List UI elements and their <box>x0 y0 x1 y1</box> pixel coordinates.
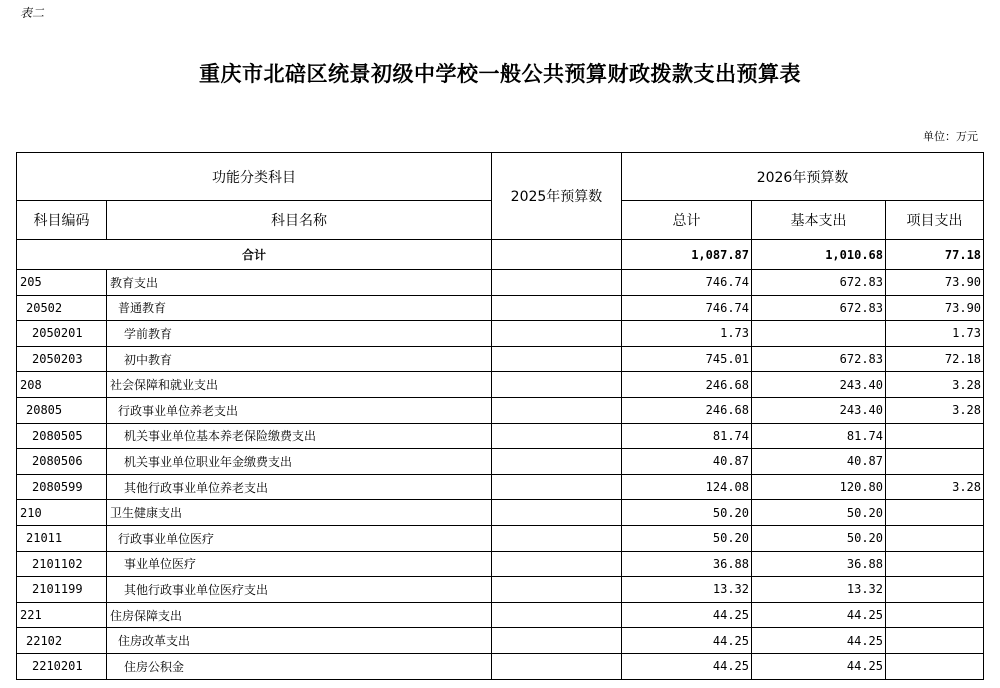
total-cell: 44.25 <box>622 653 752 679</box>
subject-name-cell: 社会保障和就业支出 <box>107 372 492 398</box>
total-cell: 44.25 <box>622 602 752 628</box>
table-row <box>17 628 984 654</box>
subject-name-cell: 机关事业单位职业年金缴费支出 <box>107 449 492 475</box>
basic-cell: 672.83 <box>752 270 886 296</box>
subject-name-cell: 其他行政事业单位养老支出 <box>107 474 492 500</box>
budget-2025-cell <box>492 500 622 526</box>
basic-cell: 44.25 <box>752 628 886 654</box>
budget-2025-cell <box>492 525 622 551</box>
basic-cell: 13.32 <box>752 577 886 603</box>
basic-cell <box>752 321 886 347</box>
total-cell: 44.25 <box>622 628 752 654</box>
unit-label: 单位：万元 <box>923 130 978 143</box>
header-basic: 基本支出 <box>752 201 886 240</box>
total-2025-cell <box>492 240 622 270</box>
header-project: 项目支出 <box>886 201 984 240</box>
total-cell: 745.01 <box>622 346 752 372</box>
budget-2025-cell <box>492 372 622 398</box>
budget-2025-cell <box>492 628 622 654</box>
total-cell: 13.32 <box>622 577 752 603</box>
subject-code-cell: 2080506 <box>17 449 107 475</box>
table-row <box>17 397 984 423</box>
table-row <box>17 321 984 347</box>
budget-2025-cell <box>492 321 622 347</box>
total-cell: 50.20 <box>622 500 752 526</box>
project-cell <box>886 525 984 551</box>
total-cell: 50.20 <box>622 525 752 551</box>
basic-cell: 40.87 <box>752 449 886 475</box>
total-project-cell: 77.18 <box>886 240 984 270</box>
subject-name-cell: 住房改革支出 <box>107 628 492 654</box>
basic-cell: 120.80 <box>752 474 886 500</box>
budget-2025-cell <box>492 423 622 449</box>
subject-name-cell: 机关事业单位基本养老保险缴费支出 <box>107 423 492 449</box>
project-cell: 3.28 <box>886 474 984 500</box>
basic-cell: 672.83 <box>752 346 886 372</box>
subject-code-cell: 2101102 <box>17 551 107 577</box>
table-row <box>17 295 984 321</box>
header-budget-2026: 2026年预算数 <box>622 153 984 201</box>
project-cell: 1.73 <box>886 321 984 347</box>
subject-code-cell: 2080505 <box>17 423 107 449</box>
basic-cell: 44.25 <box>752 653 886 679</box>
header-functional-category: 功能分类科目 <box>17 153 492 201</box>
project-cell <box>886 551 984 577</box>
total-cell: 124.08 <box>622 474 752 500</box>
subject-name-cell: 初中教育 <box>107 346 492 372</box>
total-cell: 1.73 <box>622 321 752 347</box>
table-row <box>17 525 984 551</box>
project-cell: 3.28 <box>886 372 984 398</box>
project-cell: 73.90 <box>886 295 984 321</box>
project-cell <box>886 423 984 449</box>
table-row <box>17 474 984 500</box>
table-row <box>17 372 984 398</box>
basic-cell: 44.25 <box>752 602 886 628</box>
table-body <box>17 240 984 680</box>
total-label: 合计 <box>17 240 492 270</box>
table-row <box>17 270 984 296</box>
total-sum-cell: 1,087.87 <box>622 240 752 270</box>
subject-code-cell: 2210201 <box>17 653 107 679</box>
project-cell <box>886 577 984 603</box>
budget-2025-cell <box>492 295 622 321</box>
project-cell: 3.28 <box>886 397 984 423</box>
total-cell: 81.74 <box>622 423 752 449</box>
table-row <box>17 551 984 577</box>
subject-name-cell: 事业单位医疗 <box>107 551 492 577</box>
header-row-1 <box>17 153 984 201</box>
header-code: 科目编码 <box>17 201 107 240</box>
subject-code-cell: 2050203 <box>17 346 107 372</box>
subject-name-cell: 学前教育 <box>107 321 492 347</box>
basic-cell: 50.20 <box>752 500 886 526</box>
subject-name-cell: 住房保障支出 <box>107 602 492 628</box>
subject-code-cell: 2080599 <box>17 474 107 500</box>
project-cell <box>886 500 984 526</box>
table-row <box>17 346 984 372</box>
project-cell <box>886 449 984 475</box>
budget-2025-cell <box>492 270 622 296</box>
subject-name-cell: 卫生健康支出 <box>107 500 492 526</box>
project-cell: 72.18 <box>886 346 984 372</box>
table-label: 表二 <box>20 6 45 20</box>
budget-2025-cell <box>492 474 622 500</box>
budget-2025-cell <box>492 551 622 577</box>
subject-name-cell: 行政事业单位医疗 <box>107 525 492 551</box>
project-cell <box>886 602 984 628</box>
subject-code-cell: 221 <box>17 602 107 628</box>
table-row <box>17 500 984 526</box>
subject-name-cell: 其他行政事业单位医疗支出 <box>107 577 492 603</box>
project-cell <box>886 653 984 679</box>
subject-code-cell: 208 <box>17 372 107 398</box>
basic-cell: 81.74 <box>752 423 886 449</box>
page-title: 重庆市北碚区统景初级中学校一般公共预算财政拨款支出预算表 <box>199 61 801 86</box>
total-cell: 746.74 <box>622 270 752 296</box>
subject-code-cell: 210 <box>17 500 107 526</box>
budget-2025-cell <box>492 602 622 628</box>
header-total: 总计 <box>622 201 752 240</box>
total-cell: 746.74 <box>622 295 752 321</box>
budget-2025-cell <box>492 653 622 679</box>
subject-code-cell: 20805 <box>17 397 107 423</box>
subject-name-cell: 住房公积金 <box>107 653 492 679</box>
table-row <box>17 653 984 679</box>
subject-name-cell: 教育支出 <box>107 270 492 296</box>
budget-2025-cell <box>492 346 622 372</box>
project-cell: 73.90 <box>886 270 984 296</box>
total-basic-cell: 1,010.68 <box>752 240 886 270</box>
subject-name-cell: 行政事业单位养老支出 <box>107 397 492 423</box>
budget-2025-cell <box>492 577 622 603</box>
total-cell: 246.68 <box>622 372 752 398</box>
table-row <box>17 577 984 603</box>
subject-code-cell: 2101199 <box>17 577 107 603</box>
basic-cell: 243.40 <box>752 397 886 423</box>
basic-cell: 672.83 <box>752 295 886 321</box>
table-row <box>17 449 984 475</box>
subject-code-cell: 22102 <box>17 628 107 654</box>
basic-cell: 50.20 <box>752 525 886 551</box>
total-cell: 36.88 <box>622 551 752 577</box>
total-cell: 246.68 <box>622 397 752 423</box>
basic-cell: 243.40 <box>752 372 886 398</box>
header-name: 科目名称 <box>107 201 492 240</box>
subject-code-cell: 205 <box>17 270 107 296</box>
budget-2025-cell <box>492 397 622 423</box>
subject-code-cell: 2050201 <box>17 321 107 347</box>
header-budget-2025: 2025年预算数 <box>492 153 622 240</box>
subject-code-cell: 21011 <box>17 525 107 551</box>
budget-2025-cell <box>492 449 622 475</box>
total-row <box>17 240 984 270</box>
table-row <box>17 423 984 449</box>
project-cell <box>886 628 984 654</box>
table-row <box>17 602 984 628</box>
total-cell: 40.87 <box>622 449 752 475</box>
basic-cell: 36.88 <box>752 551 886 577</box>
budget-table <box>16 152 984 680</box>
subject-code-cell: 20502 <box>17 295 107 321</box>
subject-name-cell: 普通教育 <box>107 295 492 321</box>
